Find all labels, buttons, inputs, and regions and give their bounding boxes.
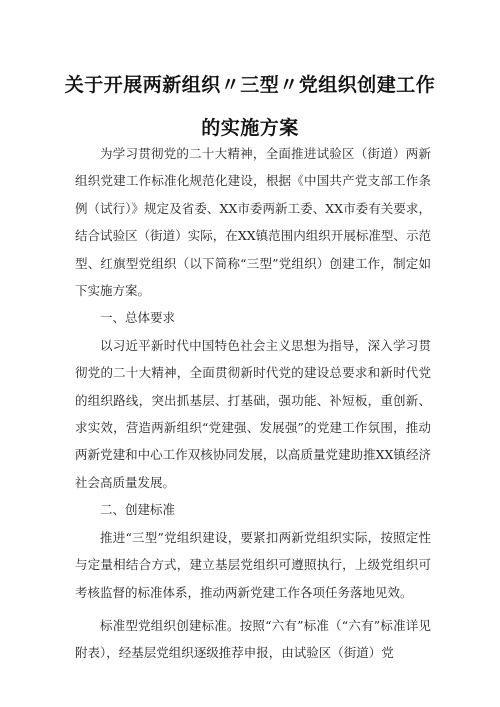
section-2-sub-paragraph: 标准型党组织创建标准。按照“六有”标准（“六有”标准详见附表），经基层党组织逐级推荐申报，由试验区（街道）党 — [75, 617, 431, 661]
section-2-paragraph: 推进“三型”党组织建设，要紧扣两新党组织实际，按照定性与定量相结合方式，建立基层党组织可遵照执行，上级党组织可考核监督的标准体系，推动两新党建工作各项任务落地见效。 — [75, 529, 431, 600]
section-1-paragraph: 以习近平新时代中国特色社会主义思想为指导，深入学习贯彻党的二十大精神，全面贯彻新时代党的建设总要求和新时代党的组织路线，突出抓基层、打基础，强功能、补短板，重创新、求实效，营造两新组织“党建强、发展强”的党建工作氛围，推动两新党建和中心工作双核协同发展，以高质量党建助推XX镇经济社会高质量发展。 — [75, 337, 431, 490]
intro-paragraph: 为学习贯彻党的二十大精神，全面推进试验区（街道）两新组织党建工作标准化规范化建设，根据《中国共产党支部工作条例（试行）》规定及省委、XX市委两新工委、XX市委有关要求，结合试验区（街道）实际，在XX镇范围内组织开展标准型、示范型、红旗型党组织（以下简称“三型”党组织）创建工作，制定如下实施方案。 — [75, 146, 431, 299]
document-body — [75, 140, 431, 667]
document-title-line-2: 的实施方案 — [201, 117, 299, 139]
section-2-heading: 二、创建标准 — [100, 502, 176, 518]
section-1-heading: 一、总体要求 — [100, 310, 176, 326]
document-title-line-1: 关于开展两新组织〃三型〃党组织创建工作 — [64, 74, 436, 96]
